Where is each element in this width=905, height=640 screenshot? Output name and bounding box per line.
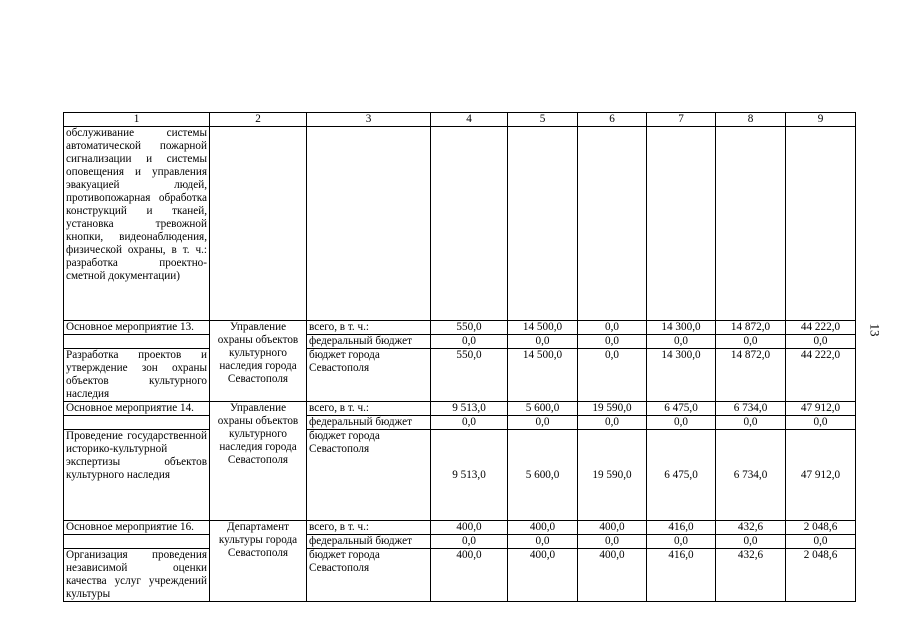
value-cell: 0,0 [786, 416, 856, 430]
value-cell: 0,0 [508, 416, 578, 430]
value-cell: 400,0 [578, 549, 647, 602]
funding-source: федеральный бюджет [307, 335, 431, 349]
column-number: 9 [786, 113, 856, 127]
funding-source: бюджет города Севастополя [307, 430, 431, 521]
value-cell: 9 513,0 [431, 402, 508, 416]
value-cell: 400,0 [578, 521, 647, 535]
value-cell: 416,0 [647, 521, 716, 535]
continuation-row [64, 127, 856, 321]
column-number: 1 [64, 113, 210, 127]
column-number: 4 [431, 113, 508, 127]
value-cell: 0,0 [578, 349, 647, 402]
table-row [64, 430, 856, 521]
value-cell: 44 222,0 [786, 349, 856, 402]
value-cell: 0,0 [578, 535, 647, 549]
value-cell: 0,0 [508, 535, 578, 549]
value-cell: 0,0 [647, 535, 716, 549]
executor-cell: Департамент культуры города Севастополя [210, 521, 307, 602]
value-cell: 5 600,0 [508, 402, 578, 416]
value-cell: 0,0 [431, 335, 508, 349]
activity-description: Разработка проектов и утверждение зон охраны объектов культурного наследия [64, 349, 210, 402]
table-row [64, 335, 856, 349]
value-cell: 47 912,0 [786, 402, 856, 416]
activity-title: Основное мероприятие 16. [64, 521, 210, 535]
value-cell: 416,0 [647, 549, 716, 602]
activity-description: Проведение государственной историко-культурной экспертизы объектов культурного наследия [64, 430, 210, 521]
value-cell: 14 500,0 [508, 321, 578, 335]
value-cell: 0,0 [647, 416, 716, 430]
funding-source: всего, в т. ч.: [307, 402, 431, 416]
value-cell: 6 475,0 [647, 402, 716, 416]
value-cell: 432,6 [716, 521, 786, 535]
value-cell: 5 600,0 [508, 430, 578, 521]
column-number: 6 [578, 113, 647, 127]
value-cell: 0,0 [578, 335, 647, 349]
value-cell: 550,0 [431, 349, 508, 402]
page-number: 13 [867, 323, 883, 337]
funding-source: всего, в т. ч.: [307, 521, 431, 535]
value-cell: 0,0 [508, 335, 578, 349]
value-cell: 44 222,0 [786, 321, 856, 335]
table-row [64, 549, 856, 602]
value-cell: 14 500,0 [508, 349, 578, 402]
value-cell: 6 734,0 [716, 430, 786, 521]
value-cell: 0,0 [431, 535, 508, 549]
column-number: 3 [307, 113, 431, 127]
value-cell: 0,0 [786, 535, 856, 549]
budget-table [63, 112, 856, 602]
value-cell: 19 590,0 [578, 402, 647, 416]
value-cell: 47 912,0 [786, 430, 856, 521]
table-row [64, 535, 856, 549]
value-cell: 6 734,0 [716, 402, 786, 416]
column-number: 7 [647, 113, 716, 127]
value-cell: 0,0 [786, 335, 856, 349]
value-cell: 400,0 [431, 549, 508, 602]
value-cell: 0,0 [716, 416, 786, 430]
value-cell: 14 872,0 [716, 349, 786, 402]
value-cell: 0,0 [431, 416, 508, 430]
table-row [64, 349, 856, 402]
value-cell: 400,0 [508, 521, 578, 535]
value-cell: 400,0 [431, 521, 508, 535]
continuation-text: обслуживание системы автоматической пожарной сигнализации и системы оповещения и управления эвакуацией людей, противопожарная обработка конструкций и тканей, установка тревожной кнопки, видеонаблюдения, физической охраны, в т. ч.: разработка проектно-сметной документации) [64, 127, 210, 321]
value-cell: 14 300,0 [647, 321, 716, 335]
value-cell: 2 048,6 [786, 521, 856, 535]
funding-source: бюджет города Севастополя [307, 549, 431, 602]
column-number: 2 [210, 113, 307, 127]
value-cell: 19 590,0 [578, 430, 647, 521]
value-cell: 9 513,0 [431, 430, 508, 521]
column-number: 8 [716, 113, 786, 127]
activity-title: Основное мероприятие 13. [64, 321, 210, 335]
executor-cell: Управление охраны объектов культурного наследия города Севастополя [210, 321, 307, 402]
activity-title: Основное мероприятие 14. [64, 402, 210, 416]
value-cell: 14 872,0 [716, 321, 786, 335]
value-cell: 0,0 [716, 535, 786, 549]
value-cell: 432,6 [716, 549, 786, 602]
funding-source: федеральный бюджет [307, 416, 431, 430]
value-cell: 6 475,0 [647, 430, 716, 521]
table-row [64, 521, 856, 535]
column-number: 5 [508, 113, 578, 127]
value-cell: 550,0 [431, 321, 508, 335]
funding-source: бюджет города Севастополя [307, 349, 431, 402]
value-cell: 0,0 [578, 416, 647, 430]
value-cell: 0,0 [647, 335, 716, 349]
table-row [64, 416, 856, 430]
funding-source: всего, в т. ч.: [307, 321, 431, 335]
table-row [64, 321, 856, 335]
value-cell: 0,0 [578, 321, 647, 335]
value-cell: 2 048,6 [786, 549, 856, 602]
value-cell: 400,0 [508, 549, 578, 602]
value-cell: 0,0 [716, 335, 786, 349]
executor-cell: Управление охраны объектов культурного наследия города Севастополя [210, 402, 307, 521]
activity-description: Организация проведения независимой оценки качества услуг учреждений культуры [64, 549, 210, 602]
table-row [64, 402, 856, 416]
value-cell: 14 300,0 [647, 349, 716, 402]
column-number-row [64, 113, 856, 127]
funding-source: федеральный бюджет [307, 535, 431, 549]
